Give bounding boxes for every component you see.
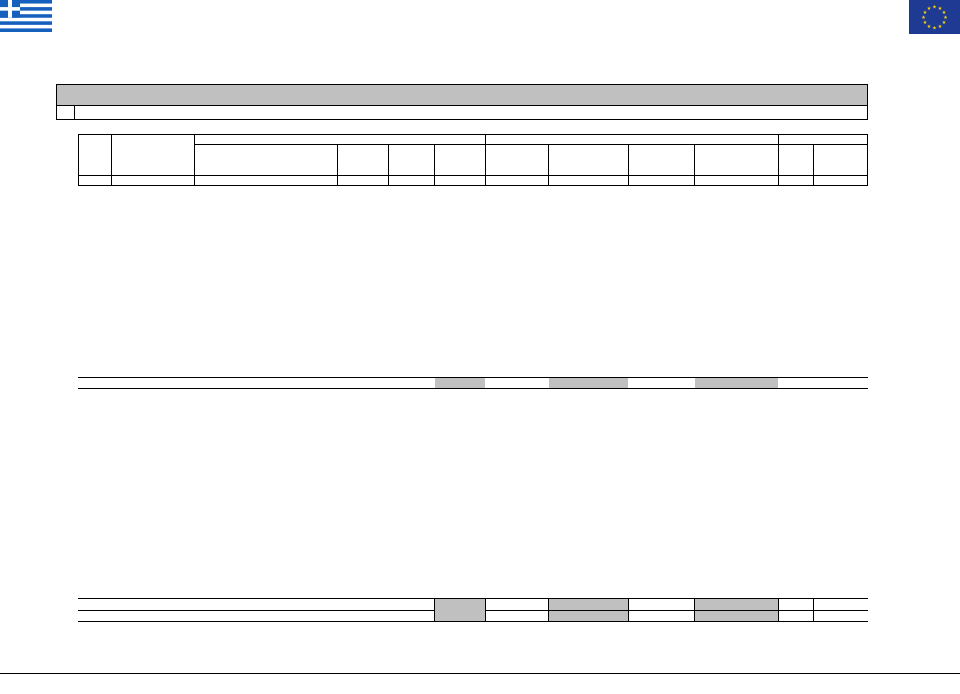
table-title-bar [56,84,868,106]
svg-text:★: ★ [932,25,937,32]
section-row [56,106,868,120]
greek-flag-icon [0,0,52,32]
svg-text:★: ★ [937,24,943,30]
header-block [78,134,868,186]
svg-text:★: ★ [932,4,937,11]
svg-text:★: ★ [926,24,932,30]
svg-text:★: ★ [926,6,932,12]
svg-text:★: ★ [943,15,948,21]
svg-text:★: ★ [922,20,928,26]
eu-flag-icon [909,0,960,34]
svg-text:★: ★ [922,10,928,16]
svg-text:★: ★ [941,20,947,26]
svg-text:★: ★ [921,15,926,21]
svg-text:★: ★ [941,10,947,16]
svg-text:★: ★ [937,6,943,12]
